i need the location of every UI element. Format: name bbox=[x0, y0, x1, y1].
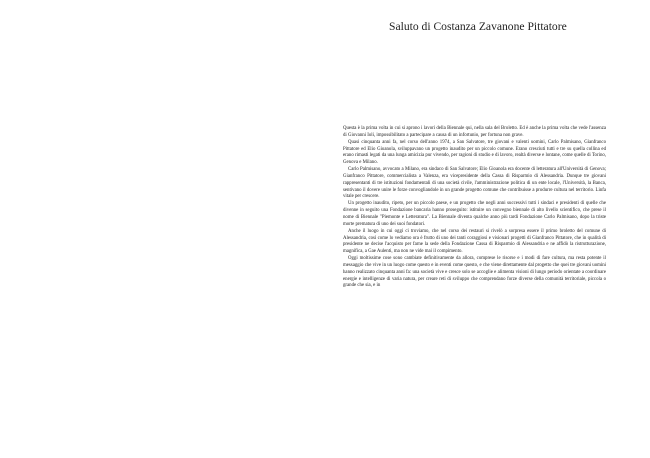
page-title: Saluto di Costanza Zavanone Pittatore bbox=[389, 20, 567, 33]
paragraph: Anche il luogo in cui oggi ci troviamo, che nel corso dei restauri si rivelò a sorpresa essere il primo broletto del comune di Alessandria, così come lo vediamo ora è frutto di uno dei tanti coraggiosi e visionari progetti di Gianfranco Pittatore, che in qualità di presidente ne decise l'acquisto per farne la sede della Fondazione Cassa di Risparmio di Alessandria e ne affidò la ristrutturazione, magnifica, a Gae Aulenti, ma non ne vide mai il compimento. bbox=[343, 228, 606, 255]
paragraph: Oggi moltissime cose sono cambiate definitivamente da allora, comprese le risorse e i modi di fare cultura, ma resta potente il messaggio che vive in un luogo come questo e in eventi come questo, e che viene direttamente dal progetto che quei tre giovani uomini hanno realizzato cinquanta anni fa: una società vive e cresce solo se accoglie e alimenta visioni di lungo periodo orientate a coordinare energie e intelligenze di varia natura, per creare reti di sviluppo che comprendano forze diverse della comunità territoriale, piccola o grande che sia, e in bbox=[343, 256, 606, 289]
paragraph: Questa è la prima volta in cui si aprono i lavori della Biennale qui, nella sala del Broletto. Ed è anche la prima volta che vede l'assenza di Giovanni Ioli, impossibilitato a partecipare a causa di un infortunio, per fortuna non grave. bbox=[343, 126, 606, 138]
right-page bbox=[325, 0, 650, 458]
paragraph: Carlo Palmisano, avvocato a Milano, era sindaco di San Salvatore; Elio Gioanola era docente di letteratura all'Università di Genova; Gianfranco Pittatore, commercialista a Valenza, era vicepresidente della Cassa di Risparmio di Alessandria. Dunque tre giovani rappresentanti di tre istituzioni fondamentali di una società civile, l'amministrazione politica di un ente locale, l'Università, la Banca, sentivano il dovere unire le forze convogliandole in un grande progetto comune che contribuisse a produrre cultura nel territorio. Linfa vitale per crescere. bbox=[343, 167, 606, 200]
body-text bbox=[343, 126, 606, 290]
paragraph: Un progetto inaudito, ripeto, per un piccolo paese, e un progetto che negli anni successivi tutti i sindaci e presidenti di quelle che divenne in seguito una Fondazione bancaria hanno proseguito: istituire un convegno biennale di alto livello scientifico, che prese il nome di Biennale "Piemonte e Letteratura". La Biennale diventa qualche anno più tardi Fondazione Carlo Palmisano, dopo la triste morte prematura di uno dei suoi fondatori. bbox=[343, 201, 606, 227]
paragraph: Quasi cinquanta anni fa, nel corso dell'anno 1974, a San Salvatore, tre giovani e valenti uomini, Carlo Palmisano, Gianfranco Pittatore ed Elio Gioanola, sviluppavano un progetto inaudito per un piccolo comune. Erano cresciuti tutti e tre su quella collina ed erano rimasti legati da una lunga amicizia pur vivendo, per ragioni di studio e di lavoro, realtà diverse e lontane, come quelle di Torino, Genova e Milano. bbox=[343, 139, 606, 166]
